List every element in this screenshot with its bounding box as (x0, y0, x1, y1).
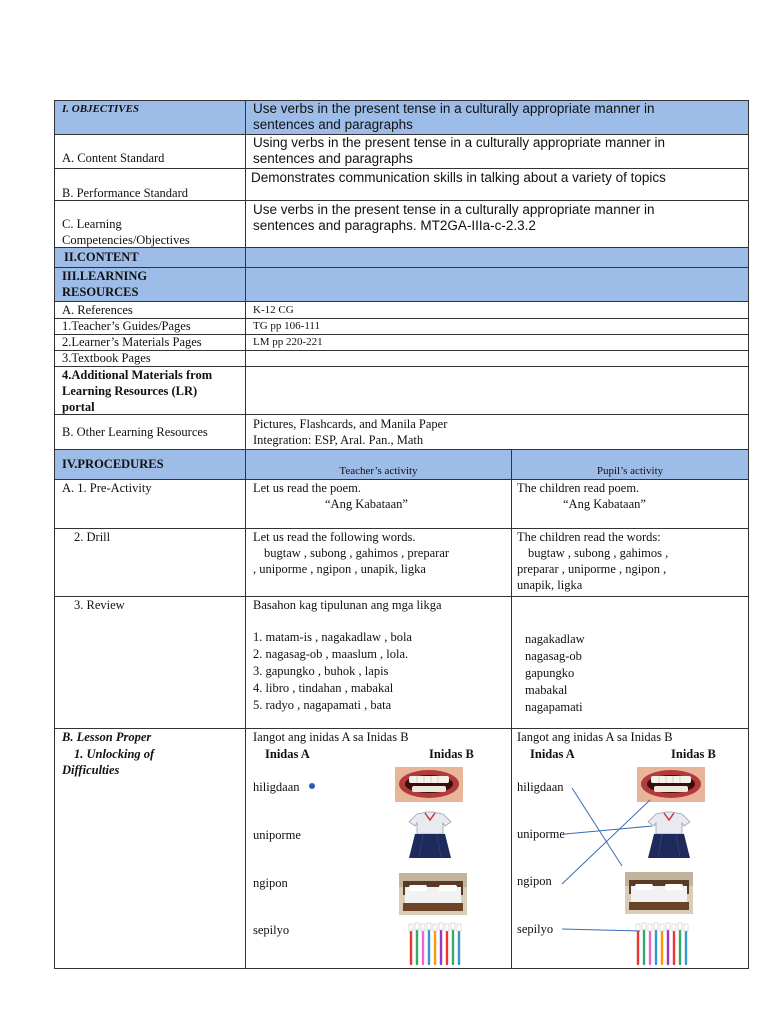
objectives-heading: I. OBJECTIVES (62, 103, 140, 115)
uniform-picture (646, 810, 692, 860)
uniform-picture (407, 810, 453, 860)
other-resources-text: Pictures, Flashcards, and Manila Paper Integration: ESP, Aral. Pan., Math (253, 417, 448, 447)
review-label: 3. Review (74, 598, 125, 612)
match-line-uniporme (565, 826, 652, 834)
teacher-word-uniporme: uniporme (253, 828, 301, 842)
objectives-text: Use verbs in the present tense in a culturally appropriate manner in sentences and paragraphs (253, 101, 655, 132)
match-dot (309, 783, 315, 789)
additional-materials-label: 4.Additional Materials from Learning Resources (LR) portal (62, 368, 213, 414)
teacher-word-hiligdaan: hiligdaan (253, 780, 300, 794)
competencies-label: C. Learning Competencies/Objectives (62, 217, 190, 247)
drill-label: 2. Drill (74, 530, 111, 544)
unlocking-difficulties-label: 1. Unlocking of Difficulties (62, 747, 155, 777)
teeth-picture (637, 767, 705, 802)
teacher-activity-header: Teacher’s activity (339, 465, 418, 477)
other-resources-label: B. Other Learning Resources (62, 425, 208, 439)
lesson-proper-label: B. Lesson Proper (62, 730, 152, 744)
textbook-pages-label: 3.Textbook Pages (62, 351, 151, 365)
pupil-word-ngipon: ngipon (517, 874, 552, 888)
pupil-word-hiligdaan: hiligdaan (517, 780, 564, 794)
pupil-instruction: Iangot ang inidas A sa Inidas B (517, 730, 673, 744)
performance-standard-label: B. Performance Standard (62, 186, 189, 200)
review-teacher-items: 1. matam-is , nagakadlaw , bola 2. nagasag-ob , maaslum , lola. 3. gapungko , buhok , lapis 4. libro , tindahan , mabakal 5. radyo , nagapamati , bata (253, 630, 412, 712)
pupil-activity-header: Pupil’s activity (596, 465, 664, 477)
bed-picture (625, 872, 693, 914)
teacher-col-b: Inidas B (429, 747, 474, 761)
learners-materials-value: LM pp 220-221 (253, 336, 323, 348)
drill-pupil: The children read the words: bugtaw , subong , gahimos , preparar , uniporme , ngipon , unapik, ligka (517, 530, 669, 592)
competencies-text: Use verbs in the present tense in a culturally appropriate manner in sentences and paragraphs. MT2GA-IIIa-c-2.3.2 (253, 202, 655, 233)
performance-standard-text: Demonstrates communication skills in talking about a variety of topics (251, 170, 666, 185)
pre-activity-label: A. 1. Pre-Activity (62, 481, 152, 495)
content-standard-text: Using verbs in the present tense in a culturally appropriate manner in sentences and paragraphs (253, 135, 665, 166)
pre-activity-teacher: Let us read the poem. “Ang Kabataan” (253, 481, 408, 511)
teacher-col-a: Inidas A (265, 747, 310, 761)
learners-materials-label: 2.Learner’s Materials Pages (62, 335, 202, 349)
toothbrushes-picture (405, 922, 467, 968)
references-value: K-12 CG (253, 304, 294, 316)
drill-teacher: Let us read the following words. bugtaw , subong , gahimos , preparar , uniporme , ngipon , unapik, ligka (253, 530, 450, 576)
match-line-sepilyo (562, 929, 640, 931)
bed-picture (399, 873, 467, 915)
teachers-guide-label: 1.Teacher’s Guides/Pages (62, 319, 191, 333)
content-standard-label: A. Content Standard (62, 151, 165, 165)
pre-activity-pupil: The children read poem. “Ang Kabataan” (517, 481, 646, 511)
content-heading: II.CONTENT (64, 250, 139, 264)
teacher-word-ngipon: ngipon (253, 876, 288, 890)
resources-heading: III.LEARNING RESOURCES (62, 269, 148, 299)
pupil-col-b: Inidas B (671, 747, 716, 761)
teacher-word-sepilyo: sepilyo (253, 923, 290, 937)
pupil-word-sepilyo: sepilyo (517, 922, 554, 936)
pupil-col-a: Inidas A (530, 747, 575, 761)
review-pupil-items: nagakadlaw nagasag-ob gapungko mabakal nagapamati (525, 632, 585, 714)
match-line-hiligdaan (572, 788, 622, 866)
teeth-picture (395, 767, 463, 802)
teachers-guide-value: TG pp 106-111 (253, 320, 321, 332)
toothbrushes-picture (632, 922, 694, 968)
review-intro: Basahon kag tipulunan ang mga likga (253, 598, 442, 612)
procedures-heading: IV.PROCEDURES (62, 457, 164, 471)
references-label: A. References (62, 303, 133, 317)
teacher-instruction: Iangot ang inidas A sa Inidas B (253, 730, 409, 744)
pupil-word-uniporme: uniporme (517, 827, 565, 841)
